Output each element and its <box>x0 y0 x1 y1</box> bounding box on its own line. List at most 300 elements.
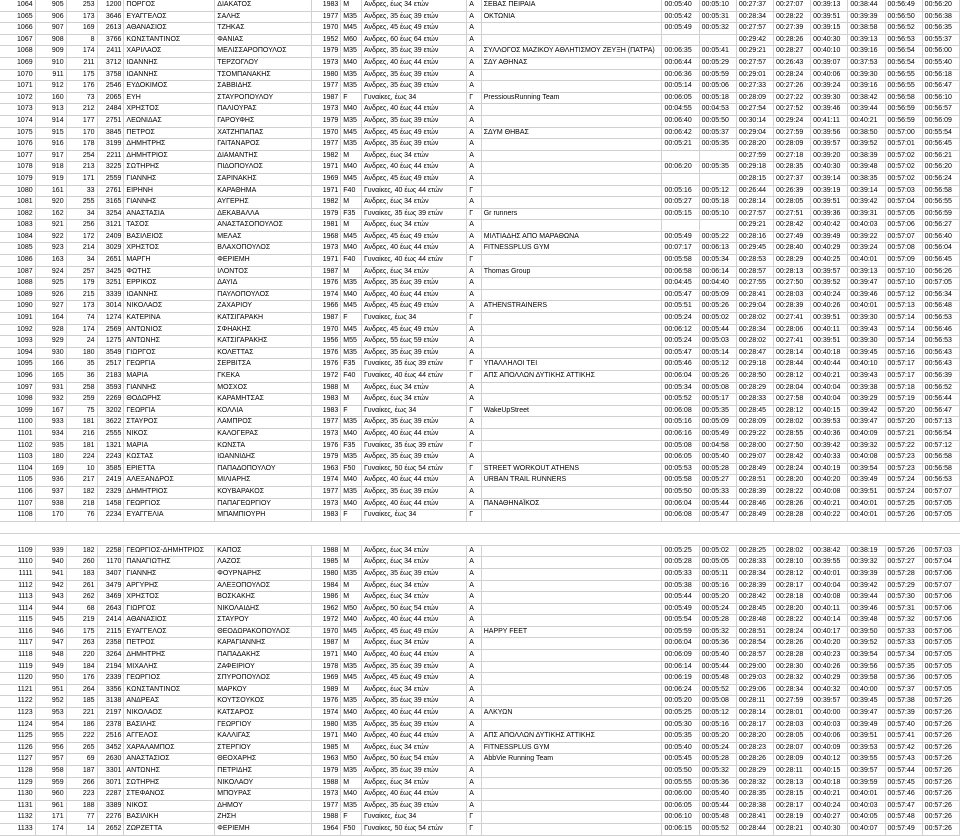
split-3-chip-cell: 00:39:22 <box>848 231 885 243</box>
category-code-cell: M40 <box>341 243 362 255</box>
bib-number-cell: 3479 <box>97 580 124 592</box>
birth-year-cell: 1984 <box>312 580 341 592</box>
birth-year-cell: 1964 <box>312 823 341 835</box>
overall-rank-cell: 1078 <box>0 162 35 174</box>
split-2-gun-cell: 00:28:11 <box>736 696 773 708</box>
split-3-chip-cell: 00:38:39 <box>848 150 885 162</box>
split-2-gun-cell: 00:28:02 <box>736 313 773 325</box>
category-name-cell: Γυναίκες, έως 34 <box>361 405 466 417</box>
category-rank-cell: 177 <box>66 115 97 127</box>
club-cell <box>481 324 662 336</box>
gender-rank-cell: 912 <box>35 81 66 93</box>
overall-rank-cell: 1091 <box>0 313 35 325</box>
finish-chip-cell: 00:56:24 <box>922 173 959 185</box>
split-1-chip-cell: 00:05:44 <box>699 324 736 336</box>
split-2-gun-cell: 00:28:47 <box>736 347 773 359</box>
table-row <box>0 486 960 498</box>
last-name-cell: ΓΑΡΟΥΦΗΣ <box>215 115 312 127</box>
last-name-cell: ΚΟΥΒΑΡΑΚΟΣ <box>215 486 312 498</box>
table-row <box>0 603 960 615</box>
club-cell: ΟΚΤΩΝΙΑ <box>481 11 662 23</box>
table-row <box>0 394 960 406</box>
category-rank-cell: 34 <box>66 255 97 267</box>
split-3-gun-cell: 00:39:49 <box>811 231 848 243</box>
gender-group-cell: Α <box>467 754 481 766</box>
finish-chip-cell: 00:55:40 <box>922 57 959 69</box>
last-name-cell: ΔΙΑΚΑΤΟΣ <box>215 0 312 11</box>
gender-rank-cell: 939 <box>35 545 66 557</box>
split-3-chip-cell: 00:39:52 <box>848 139 885 151</box>
birth-year-cell: 1987 <box>312 638 341 650</box>
finish-gun-cell: 00:57:35 <box>885 661 922 673</box>
last-name-cell: ΖΑΧΑΡΙΟΥ <box>215 301 312 313</box>
first-name-cell: ΝΙΚΟΛΑΟΣ <box>124 708 215 720</box>
split-2-chip-cell: 00:28:02 <box>773 417 810 429</box>
category-rank-cell: 264 <box>66 684 97 696</box>
split-2-gun-cell: 00:27:57 <box>736 208 773 220</box>
last-name-cell: ΚΟΛΕΤΤΑΣ <box>215 347 312 359</box>
bib-number-cell: 2546 <box>97 81 124 93</box>
category-code-cell: M <box>341 684 362 696</box>
split-1-gun-cell: 00:05:47 <box>662 289 699 301</box>
split-3-gun-cell: 00:39:57 <box>811 696 848 708</box>
birth-year-cell: 1988 <box>312 777 341 789</box>
split-2-gun-cell: 00:28:26 <box>736 754 773 766</box>
split-2-gun-cell: 00:27:57 <box>736 23 773 35</box>
category-rank-cell: 187 <box>66 766 97 778</box>
finish-chip-cell: 00:56:53 <box>922 313 959 325</box>
split-2-chip-cell: 00:27:07 <box>773 0 810 11</box>
split-2-gun-cell: 00:29:00 <box>736 661 773 673</box>
category-name-cell: Ανδρες, 40 έως 44 ετών <box>361 650 466 662</box>
club-cell: AbbVie Running Team <box>481 754 662 766</box>
category-rank-cell: 171 <box>66 173 97 185</box>
finish-chip-cell: 00:55:54 <box>922 127 959 139</box>
gender-rank-cell: 910 <box>35 57 66 69</box>
split-1-chip-cell: 00:05:52 <box>699 684 736 696</box>
split-2-chip-cell: 00:27:41 <box>773 313 810 325</box>
finish-chip-cell: 00:56:10 <box>922 92 959 104</box>
gender-rank-cell: 930 <box>35 347 66 359</box>
gender-rank-cell: 920 <box>35 197 66 209</box>
category-name-cell: Γυναίκες, 40 έως 44 ετών <box>361 185 466 197</box>
finish-gun-cell: 00:56:54 <box>885 57 922 69</box>
split-2-gun-cell: 00:28:41 <box>736 289 773 301</box>
split-3-chip-cell: 00:39:47 <box>848 708 885 720</box>
finish-gun-cell: 00:57:36 <box>885 673 922 685</box>
category-rank-cell: 170 <box>66 127 97 139</box>
finish-chip-cell: 00:56:40 <box>922 231 959 243</box>
category-code-cell: M45 <box>341 673 362 685</box>
finish-gun-cell: 00:57:19 <box>885 394 922 406</box>
split-2-chip-cell: 00:27:51 <box>773 208 810 220</box>
overall-rank-cell: 1111 <box>0 568 35 580</box>
gender-group-cell: Γ <box>467 208 481 220</box>
bib-number-cell: 2243 <box>97 452 124 464</box>
table-row <box>0 139 960 151</box>
last-name-cell: ΤΣΟΜΠΑΝΑΚΗΣ <box>215 69 312 81</box>
split-3-gun-cell: 00:38:42 <box>811 545 848 557</box>
last-name-cell: ΑΥΓΕΡΗΣ <box>215 197 312 209</box>
split-1-gun-cell: 00:04:55 <box>662 104 699 116</box>
split-2-chip-cell: 00:28:22 <box>773 615 810 627</box>
club-cell <box>481 452 662 464</box>
split-3-gun-cell: 00:39:14 <box>811 173 848 185</box>
overall-rank-cell: 1075 <box>0 127 35 139</box>
category-name-cell: Ανδρες, 35 έως 39 ετών <box>361 452 466 464</box>
finish-chip-cell: 00:56:48 <box>922 301 959 313</box>
category-name-cell: Γυναίκες, 35 έως 39 ετών <box>361 440 466 452</box>
finish-gun-cell: 00:57:28 <box>885 568 922 580</box>
gender-rank-cell: 942 <box>35 580 66 592</box>
first-name-cell: ΠΑΝΑΓΙΩΤΗΣ <box>124 557 215 569</box>
split-2-chip-cell: 00:27:39 <box>773 23 810 35</box>
last-name-cell: ΤΖΗΚΑΣ <box>215 23 312 35</box>
category-name-cell: Ανδρες, 40 έως 44 ετών <box>361 731 466 743</box>
category-name-cell: Ανδρες, 35 έως 39 ετών <box>361 486 466 498</box>
table-row <box>0 243 960 255</box>
first-name-cell: ΓΙΑΝΝΗΣ <box>124 382 215 394</box>
split-2-chip-cell: 00:28:14 <box>773 347 810 359</box>
club-cell <box>481 104 662 116</box>
first-name-cell: ΑΝΤΩΝΗΣ <box>124 336 215 348</box>
birth-year-cell: 1972 <box>312 371 341 383</box>
overall-rank-cell: 1089 <box>0 289 35 301</box>
category-name-cell: Ανδρες, 60 έως 64 ετών <box>361 34 466 46</box>
category-rank-cell: 254 <box>66 150 97 162</box>
gender-rank-cell: 932 <box>35 394 66 406</box>
category-name-cell: Ανδρες, έως 34 ετών <box>361 580 466 592</box>
split-1-chip-cell: 00:05:47 <box>699 510 736 522</box>
overall-rank-cell: 1128 <box>0 766 35 778</box>
category-name-cell: Ανδρες, 35 έως 39 ετών <box>361 347 466 359</box>
category-rank-cell: 35 <box>66 359 97 371</box>
bib-number-cell: 3758 <box>97 69 124 81</box>
category-code-cell: M35 <box>341 278 362 290</box>
category-code-cell: M45 <box>341 301 362 313</box>
category-name-cell: Ανδρες, 35 έως 39 ετών <box>361 696 466 708</box>
split-1-chip-cell: 00:05:24 <box>699 742 736 754</box>
split-3-gun-cell: 00:39:53 <box>811 417 848 429</box>
split-3-gun-cell: 00:40:33 <box>811 452 848 464</box>
split-1-gun-cell: 00:05:54 <box>662 615 699 627</box>
category-rank-cell: 74 <box>66 313 97 325</box>
split-2-gun-cell: 00:28:49 <box>736 510 773 522</box>
category-name-cell: Ανδρες, 50 έως 54 ετών <box>361 603 466 615</box>
split-3-gun-cell: 00:40:26 <box>811 301 848 313</box>
split-3-gun-cell: 00:40:14 <box>811 615 848 627</box>
table-row <box>0 684 960 696</box>
split-2-chip-cell: 00:28:40 <box>773 243 810 255</box>
split-2-gun-cell: 00:28:51 <box>736 626 773 638</box>
bib-number-cell: 3585 <box>97 463 124 475</box>
overall-rank-cell: 1069 <box>0 57 35 69</box>
category-rank-cell: 36 <box>66 371 97 383</box>
birth-year-cell: 1973 <box>312 498 341 510</box>
gender-rank-cell: 170 <box>35 510 66 522</box>
split-2-gun-cell: 00:29:01 <box>736 69 773 81</box>
split-1-chip-cell: 00:05:36 <box>699 638 736 650</box>
club-cell: URBAN TRAIL RUNNERS <box>481 475 662 487</box>
split-3-chip-cell: 00:39:42 <box>848 405 885 417</box>
last-name-cell: ΠΑΠΑΔΑΚΗΣ <box>215 650 312 662</box>
category-name-cell: Ανδρες, 40 έως 44 ετών <box>361 475 466 487</box>
bib-number-cell: 2411 <box>97 46 124 58</box>
overall-rank-cell: 1118 <box>0 650 35 662</box>
split-1-chip-cell: 00:05:11 <box>699 568 736 580</box>
split-3-chip-cell: 00:39:42 <box>848 580 885 592</box>
table-row <box>0 823 960 835</box>
last-name-cell: ΒΟΣΚΑΚΗΣ <box>215 592 312 604</box>
category-rank-cell: 172 <box>66 231 97 243</box>
gender-rank-cell: 180 <box>35 452 66 464</box>
finish-chip-cell: 00:57:26 <box>922 823 959 835</box>
finish-gun-cell: 00:57:33 <box>885 638 922 650</box>
finish-gun-cell: 00:57:14 <box>885 313 922 325</box>
overall-rank-cell: 1117 <box>0 638 35 650</box>
finish-chip-cell: 00:57:26 <box>922 731 959 743</box>
gender-rank-cell: 955 <box>35 731 66 743</box>
category-rank-cell: 219 <box>66 615 97 627</box>
gender-rank-cell: 907 <box>35 23 66 35</box>
split-1-chip-cell: 00:05:28 <box>699 463 736 475</box>
category-code-cell: M35 <box>341 417 362 429</box>
split-1-gun-cell: 00:06:05 <box>662 800 699 812</box>
finish-chip-cell: 00:56:43 <box>922 347 959 359</box>
category-name-cell: Γυναίκες, 50 έως 54 ετών <box>361 823 466 835</box>
bib-number-cell: 2183 <box>97 371 124 383</box>
last-name-cell: ΓΑΙΤΑΝΑΡΟΣ <box>215 139 312 151</box>
split-1-chip-cell: 00:05:52 <box>699 823 736 835</box>
gender-group-cell: Α <box>467 673 481 685</box>
category-name-cell: Γυναίκες, έως 34 <box>361 92 466 104</box>
overall-rank-cell: 1079 <box>0 173 35 185</box>
table-row <box>0 557 960 569</box>
split-2-chip-cell: 00:28:28 <box>773 650 810 662</box>
finish-gun-cell: 00:57:43 <box>885 754 922 766</box>
table-row <box>0 104 960 116</box>
table-row <box>0 162 960 174</box>
table-row <box>0 800 960 812</box>
overall-rank-cell: 1126 <box>0 742 35 754</box>
split-3-gun-cell: 00:39:51 <box>811 313 848 325</box>
split-2-gun-cell: 00:28:34 <box>736 11 773 23</box>
finish-gun-cell: 00:57:37 <box>885 684 922 696</box>
category-code-cell: F40 <box>341 371 362 383</box>
split-3-chip-cell: 00:37:53 <box>848 57 885 69</box>
split-2-chip-cell: 00:28:02 <box>773 545 810 557</box>
table-row <box>0 289 960 301</box>
overall-rank-cell: 1105 <box>0 475 35 487</box>
birth-year-cell: 1977 <box>312 417 341 429</box>
birth-year-cell: 1962 <box>312 603 341 615</box>
bib-number-cell: 3712 <box>97 57 124 69</box>
gender-group-cell: Γ <box>467 463 481 475</box>
club-cell: ΑΠΣ ΑΠΟΛΛΩΝ ΔΥΤΙΚΗΣ ΑΤΤΙΚΗΣ <box>481 731 662 743</box>
split-1-chip-cell: 00:05:26 <box>699 371 736 383</box>
split-3-gun-cell: 00:40:08 <box>811 592 848 604</box>
finish-gun-cell: 00:57:44 <box>885 766 922 778</box>
split-3-gun-cell: 00:40:30 <box>811 823 848 835</box>
club-cell <box>481 510 662 522</box>
split-1-chip-cell: 00:05:34 <box>699 255 736 267</box>
split-1-chip-cell: 00:05:18 <box>699 92 736 104</box>
category-name-cell: Ανδρες, 40 έως 44 ετών <box>361 708 466 720</box>
last-name-cell: ΚΑΤΣΑΡΟΣ <box>215 708 312 720</box>
category-name-cell: Ανδρες, 35 έως 39 ετών <box>361 69 466 81</box>
gender-group-cell: Α <box>467 278 481 290</box>
finish-chip-cell: 00:56:35 <box>922 23 959 35</box>
split-2-gun-cell: 00:28:34 <box>736 324 773 336</box>
last-name-cell: ΜΠΟΥΡΑΣ <box>215 789 312 801</box>
finish-chip-cell: 00:56:45 <box>922 255 959 267</box>
split-1-gun-cell: 00:06:08 <box>662 510 699 522</box>
first-name-cell: ΕΥΑΓΓΕΛΙΑ <box>124 510 215 522</box>
split-1-gun-cell: 00:06:10 <box>662 812 699 824</box>
split-3-gun-cell: 00:40:29 <box>811 673 848 685</box>
gender-group-cell: Α <box>467 57 481 69</box>
overall-rank-cell: 1101 <box>0 428 35 440</box>
first-name-cell: ΑΓΓΕΛΟΣ <box>124 731 215 743</box>
split-2-gun-cell: 00:28:57 <box>736 266 773 278</box>
category-code-cell: M35 <box>341 696 362 708</box>
category-name-cell: Ανδρες, 40 έως 44 ετών <box>361 428 466 440</box>
table-row <box>0 754 960 766</box>
table-row <box>0 510 960 522</box>
last-name-cell: ΣΑΡΙΝΑΚΗΣ <box>215 173 312 185</box>
split-3-chip-cell: 00:39:39 <box>848 568 885 580</box>
first-name-cell: ΓΙΑΝΝΗΣ <box>124 568 215 580</box>
category-code-cell: M55 <box>341 336 362 348</box>
first-name-cell: ΑΘΑΝΑΣΙΟΣ <box>124 23 215 35</box>
first-name-cell: ΧΡΗΣΤΟΣ <box>124 243 215 255</box>
split-1-chip-cell: 00:05:26 <box>699 301 736 313</box>
category-rank-cell: 34 <box>66 208 97 220</box>
split-3-gun-cell: 00:40:21 <box>811 371 848 383</box>
category-code-cell: M45 <box>341 23 362 35</box>
split-3-gun-cell: 00:40:15 <box>811 405 848 417</box>
split-2-chip-cell: 00:28:18 <box>773 592 810 604</box>
first-name-cell: ΒΑΣΙΛΙΚΗ <box>124 812 215 824</box>
finish-gun-cell: 00:57:05 <box>885 208 922 220</box>
split-3-gun-cell: 00:40:18 <box>811 777 848 789</box>
split-1-chip-cell: 00:05:32 <box>699 23 736 35</box>
last-name-cell: ΖΑΦΕΙΡΙΟΥ <box>215 661 312 673</box>
split-3-gun-cell: 00:39:51 <box>811 197 848 209</box>
gender-group-cell: Α <box>467 638 481 650</box>
birth-year-cell: 1980 <box>312 568 341 580</box>
split-2-chip-cell: 00:27:22 <box>773 92 810 104</box>
gender-rank-cell: 905 <box>35 0 66 11</box>
finish-gun-cell: 00:57:17 <box>885 371 922 383</box>
overall-rank-cell: 1115 <box>0 615 35 627</box>
split-1-gun-cell: 00:05:47 <box>662 347 699 359</box>
overall-rank-cell: 1095 <box>0 359 35 371</box>
gender-rank-cell: 935 <box>35 440 66 452</box>
split-2-chip-cell: 00:28:29 <box>773 255 810 267</box>
table-row <box>0 696 960 708</box>
club-cell: HAPPY FEET <box>481 626 662 638</box>
split-1-gun-cell: 00:05:15 <box>662 208 699 220</box>
finish-gun-cell: 00:56:55 <box>885 81 922 93</box>
last-name-cell: ΠΑΠΑΓΕΩΡΓΙΟΥ <box>215 498 312 510</box>
split-2-gun-cell: 00:27:33 <box>736 81 773 93</box>
first-name-cell: ΑΡΓΥΡΗΣ <box>124 580 215 592</box>
split-3-chip-cell: 00:39:51 <box>848 486 885 498</box>
split-1-chip-cell: 00:05:49 <box>699 428 736 440</box>
finish-chip-cell: 00:56:46 <box>922 324 959 336</box>
split-1-chip-cell: 00:05:02 <box>699 313 736 325</box>
last-name-cell: ΚΑΡΑΜΗΤΣΑΣ <box>215 394 312 406</box>
club-cell <box>481 173 662 185</box>
last-name-cell: ΜΕΛΙΣΣΑΡΟΠΟΥΛΟΣ <box>215 46 312 58</box>
birth-year-cell: 1974 <box>312 708 341 720</box>
finish-chip-cell: 00:57:06 <box>922 568 959 580</box>
split-3-chip-cell: 00:39:31 <box>848 208 885 220</box>
gender-group-cell: Α <box>467 545 481 557</box>
split-1-gun-cell: 00:05:30 <box>662 719 699 731</box>
category-rank-cell: 75 <box>66 405 97 417</box>
finish-chip-cell: 00:57:26 <box>922 800 959 812</box>
overall-rank-cell: 1064 <box>0 0 35 11</box>
finish-chip-cell: 00:57:26 <box>922 812 959 824</box>
split-1-chip-cell: 00:05:22 <box>699 231 736 243</box>
split-3-gun-cell: 00:40:23 <box>811 650 848 662</box>
split-3-chip-cell: 00:38:42 <box>848 92 885 104</box>
split-3-chip-cell: 00:39:42 <box>848 197 885 209</box>
split-3-chip-cell: 00:40:00 <box>848 684 885 696</box>
finish-gun-cell: 00:57:26 <box>885 510 922 522</box>
gender-group-cell: Α <box>467 766 481 778</box>
table-row <box>0 463 960 475</box>
finish-gun-cell: 00:57:32 <box>885 615 922 627</box>
club-cell <box>481 661 662 673</box>
split-3-chip-cell: 00:39:43 <box>848 324 885 336</box>
split-1-chip-cell: 00:05:40 <box>699 452 736 464</box>
overall-rank-cell: 1104 <box>0 463 35 475</box>
overall-rank-cell: 1120 <box>0 673 35 685</box>
birth-year-cell: 1971 <box>312 255 341 267</box>
split-2-gun-cell: 00:29:03 <box>736 673 773 685</box>
split-2-gun-cell: 00:28:17 <box>736 719 773 731</box>
finish-chip-cell: 00:57:26 <box>922 696 959 708</box>
table-row <box>0 440 960 452</box>
split-2-gun-cell: 00:28:44 <box>736 823 773 835</box>
split-1-chip-cell: 00:05:18 <box>699 197 736 209</box>
finish-chip-cell: 00:56:58 <box>922 452 959 464</box>
category-rank-cell: 220 <box>66 650 97 662</box>
split-2-gun-cell: 00:28:42 <box>736 592 773 604</box>
category-name-cell: Ανδρες, έως 34 ετών <box>361 777 466 789</box>
table-row <box>0 766 960 778</box>
finish-gun-cell: 00:57:40 <box>885 719 922 731</box>
table-row <box>0 278 960 290</box>
birth-year-cell: 1970 <box>312 23 341 35</box>
finish-chip-cell: 00:57:07 <box>922 580 959 592</box>
split-2-chip-cell: 00:27:58 <box>773 394 810 406</box>
finish-chip-cell: 00:56:44 <box>922 394 959 406</box>
gender-group-cell: Α <box>467 708 481 720</box>
first-name-cell: ΔΗΜΗΤΡΙΟΣ <box>124 150 215 162</box>
first-name-cell: ΣΤΑΥΡΟΣ <box>124 417 215 429</box>
gender-group-cell: Α <box>467 336 481 348</box>
category-rank-cell: 223 <box>66 789 97 801</box>
split-3-chip-cell: 00:38:58 <box>848 23 885 35</box>
split-3-gun-cell: 00:39:57 <box>811 266 848 278</box>
split-2-chip-cell: 00:28:09 <box>773 139 810 151</box>
split-1-gun-cell: 00:05:44 <box>662 592 699 604</box>
split-2-chip-cell: 00:28:26 <box>773 638 810 650</box>
